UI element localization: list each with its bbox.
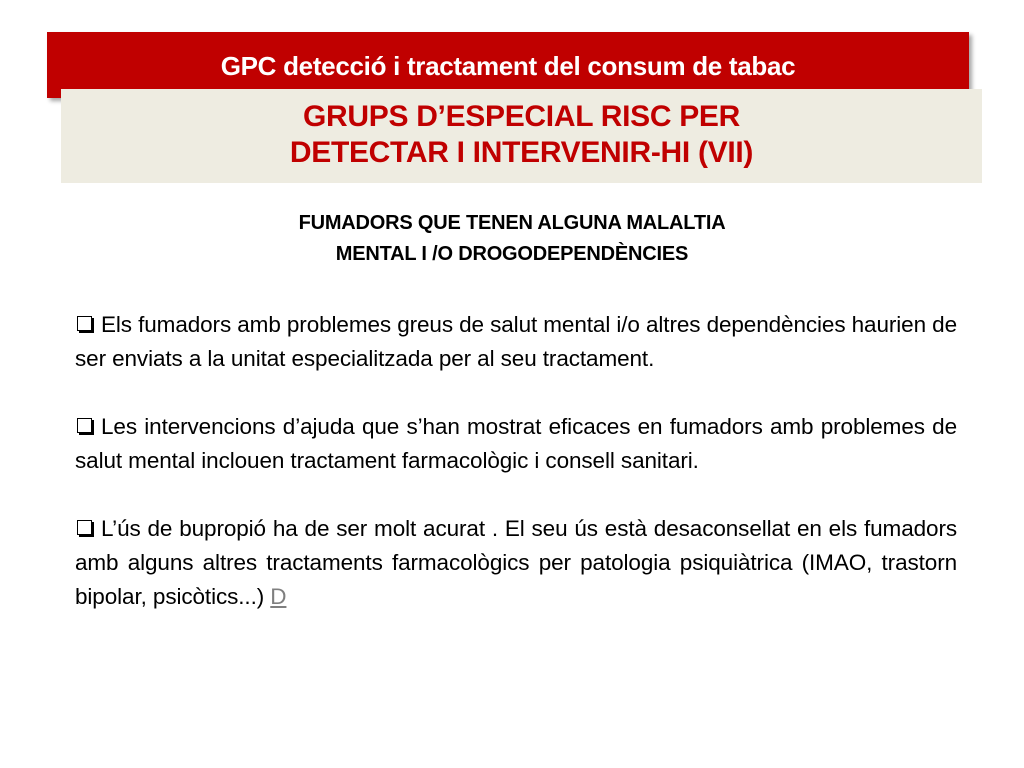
slide-title-line-1: GRUPS D’ESPECIAL RISC PER — [302, 100, 741, 133]
section-heading-line-2: MENTAL I /O DROGODEPENDÈNCIES — [335, 243, 689, 265]
evidence-level-link[interactable]: D — [270, 584, 287, 609]
list-item — [75, 410, 957, 478]
section-heading-line-1: FUMADORS QUE TENEN ALGUNA MALALTIA — [298, 212, 726, 234]
banner-title: GPC detecció i tractament del consum de tabac — [220, 51, 796, 81]
slide-title-line-2: DETECTAR I INTERVENIR-HI (VII) — [289, 136, 754, 169]
list-item — [75, 512, 957, 614]
slide-title-box — [61, 89, 982, 183]
bullet-text: Els fumadors amb problemes greus de salut mental i/o altres dependències haurien de ser enviats a la unitat especialitzada per al seu tractament. — [75, 312, 957, 371]
bullet-list — [75, 308, 957, 648]
checkbox-bullet-icon — [77, 520, 92, 535]
section-heading — [60, 208, 964, 270]
checkbox-bullet-icon — [77, 316, 92, 331]
bullet-text: Les intervencions d’ajuda que s’han mostrat eficaces en fumadors amb problemes de salut mental inclouen tractament farmacològic i consell sanitari. — [75, 414, 957, 473]
checkbox-bullet-icon — [77, 418, 92, 433]
bullet-text: L’ús de bupropió ha de ser molt acurat . El seu ús està desaconsellat en els fumadors amb alguns altres tractaments farmacològics per patologia psiquiàtrica (IMAO, trastorn bipolar, psicòtics...) — [75, 516, 957, 609]
list-item — [75, 308, 957, 376]
